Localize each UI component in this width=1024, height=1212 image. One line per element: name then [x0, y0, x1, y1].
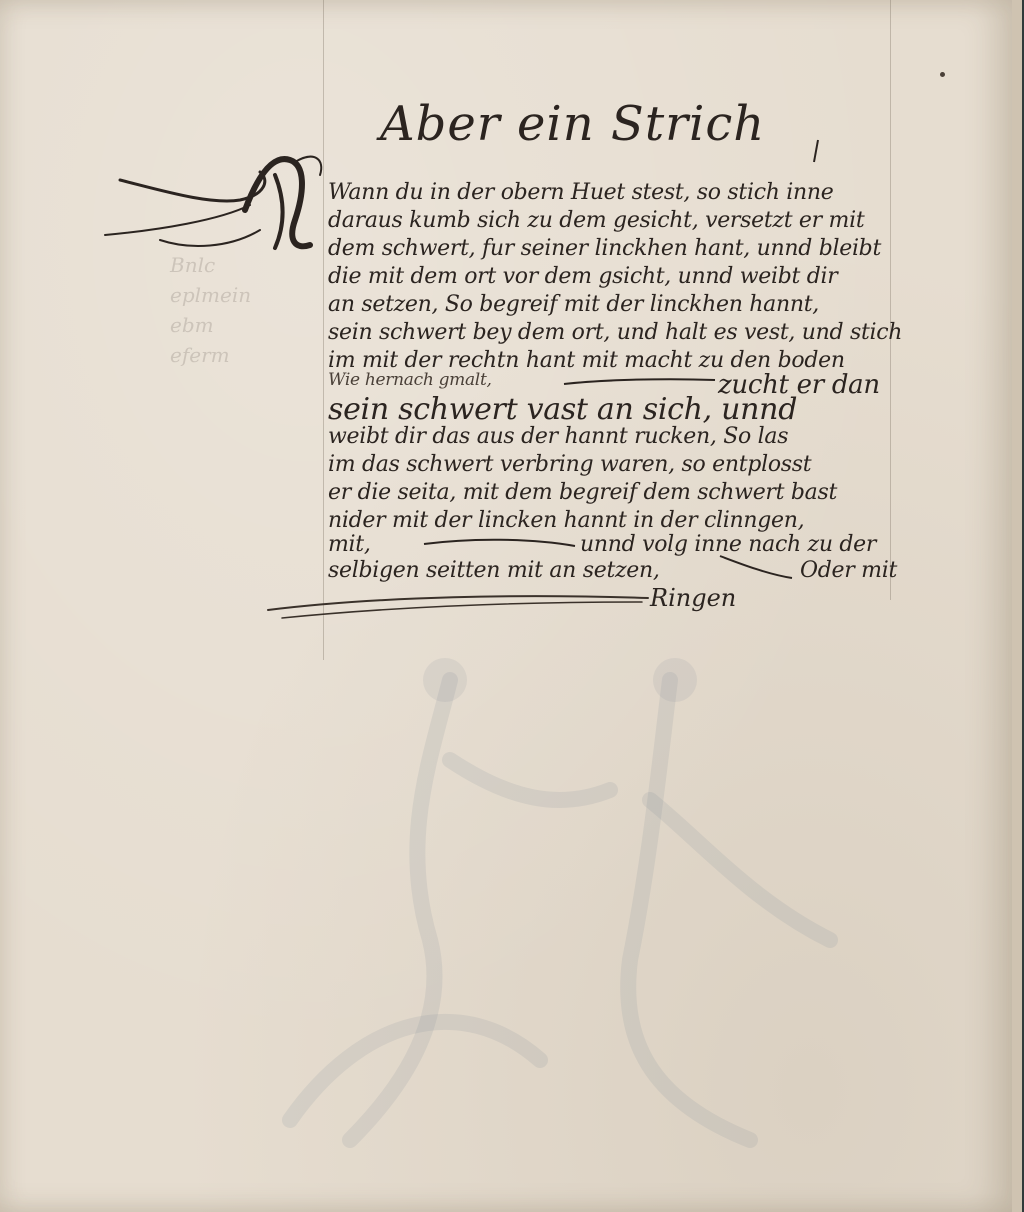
- text-line-2: daraus kumb sich zu dem gesicht, versetzt er mit: [328, 208, 865, 233]
- text-line-6: sein schwert bey dem ort, und halt es vest, und stich: [328, 320, 903, 345]
- text-line-5: an setzen, So begreif mit der linckhen hannt,: [328, 292, 819, 317]
- text-line-11: im das schwert verbring waren, so entplosst: [328, 452, 812, 477]
- decorated-initial-w: [100, 150, 330, 260]
- show-through-text: Bnlc eplmein ebm eferm: [170, 253, 252, 367]
- text-line-7: im mit der rechtn hant mit macht zu den boden: [328, 348, 845, 373]
- line-filler-stroke-3: [716, 552, 796, 582]
- ruling-line-left: [323, 0, 324, 660]
- catchword: Ringen: [650, 584, 737, 612]
- text-line-1: Wann du in der obern Huet stest, so stich inne: [328, 180, 834, 205]
- show-through-illustration: [230, 640, 950, 1160]
- line-filler-stroke-2: [420, 534, 580, 554]
- title-end-mark: [810, 138, 822, 164]
- text-line-9: sein schwert vast an sich, unnd: [328, 392, 798, 427]
- text-line-13: nider mit der lincken hannt in der clinngen,: [328, 508, 805, 533]
- ruling-line-right: [890, 0, 891, 600]
- text-line-14: mit,: [328, 532, 371, 557]
- page-title: Aber ein Strich: [380, 96, 766, 152]
- text-line-12: er die seita, mit dem begreif dem schwert bast: [328, 480, 838, 505]
- text-line-17: Oder mit: [800, 558, 897, 583]
- text-line-15: unnd volg inne nach zu der: [580, 532, 877, 557]
- text-line-4: die mit dem ort vor dem gsicht, unnd weibt dir: [328, 264, 838, 289]
- ink-spot: [940, 72, 945, 77]
- text-line-16: selbigen seitten mit an setzen,: [328, 558, 660, 583]
- text-line-10: weibt dir das aus der hannt rucken, So las: [328, 424, 789, 449]
- text-line-3: dem schwert, fur seiner linckhen hant, unnd bleibt: [328, 236, 882, 261]
- closing-flourish: [262, 588, 654, 624]
- text-line-note: Wie hernach gmalt,: [328, 370, 492, 390]
- text-line-8: zucht er dan: [718, 370, 880, 400]
- line-filler-stroke-1: [560, 372, 720, 392]
